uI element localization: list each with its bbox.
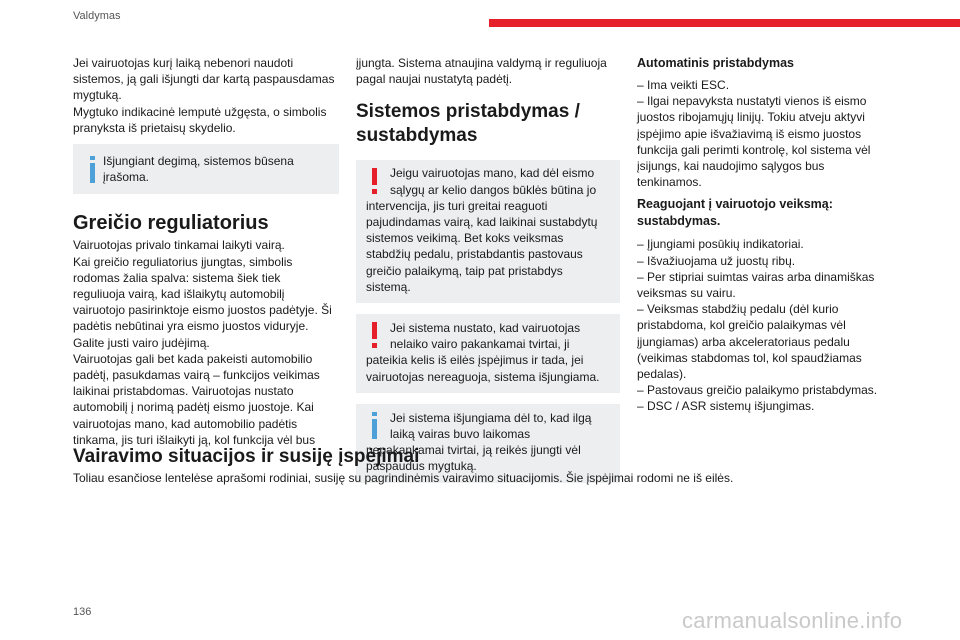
note-line: pajudindamas vairą, kad laikinai sustabdytų bbox=[366, 215, 598, 230]
page-number: 136 bbox=[73, 606, 92, 618]
section-heading: Greičio reguliatorius bbox=[73, 212, 269, 235]
intro-paragraph bbox=[73, 55, 339, 136]
heading-line: sustabdymas bbox=[356, 125, 478, 147]
header-accent-bar bbox=[489, 19, 960, 27]
list-line: – Ima veikti ESC. bbox=[637, 78, 730, 92]
subheading-automatic-pause: Automatinis pristabdymas bbox=[637, 56, 794, 70]
text-line: automobilį į norimą padėtį eismo juostoje. Kai bbox=[73, 400, 314, 415]
list-line: įsijungs, kai naudojimo sąlygos bus tenkinamos. bbox=[637, 159, 825, 190]
list-line: – Pastovaus greičio palaikymo pristabdymas. bbox=[637, 383, 878, 398]
note-line: pateikia kelis iš eilės įspėjimus ir tada, jei bbox=[366, 353, 584, 368]
text-line: vairuotojas mano, kad automobilio padėtis bbox=[73, 416, 298, 431]
note-line: stabdžių pedalu, pristabdantis pastovaus bbox=[366, 247, 583, 262]
list-line: funkcija gali perimti kontrolę, kol sistema vėl bbox=[637, 142, 871, 157]
note-line: greičio palaikymą, taip pat pristabdys sistemą. bbox=[366, 263, 563, 294]
heading-line: Sistemos pristabdymas / bbox=[356, 101, 580, 123]
text-line: Vairuotojas privalo tinkamai laikyti vairą. bbox=[73, 238, 285, 253]
section-heading-driving-situations: Vairavimo situacijos ir susiję įspėjimai bbox=[73, 446, 420, 467]
text-line: pranyksta iš prietaisų skydelio. bbox=[73, 120, 236, 135]
list-line: veiksmas su vairu. bbox=[637, 286, 736, 301]
section-intro-text: Toliau esančiose lentelėse aprašomi rodiniai, susiję su pagrindinėmis vairavimo situacijomis. Šie įspėjimai rodomi ne iš eilės. bbox=[73, 471, 734, 485]
info-note bbox=[73, 144, 339, 194]
note-line: vairuotojas nereaguoja, sistema išjungiama. bbox=[366, 369, 600, 384]
note-line: sistemos veikimą. Bet koks veiksmas bbox=[366, 231, 564, 246]
warning-note-1 bbox=[356, 160, 620, 303]
list-line: pristabdoma, kol greičio palaikymas vėl bbox=[637, 318, 846, 333]
list-line: juostos ribojamųjų linijų. Tokiu atveju aktyvi bbox=[637, 110, 865, 125]
warning-note-2 bbox=[356, 314, 620, 393]
list-line: – Įjungiami posūkių indikatoriai. bbox=[637, 237, 804, 252]
exclamation-icon bbox=[368, 322, 382, 350]
text-line: sistemos, ją gali išjungti dar kartą paspausdamas bbox=[73, 72, 335, 87]
list-line: (veikimas stabdomas tol, kol spaudžiamas bbox=[637, 350, 862, 365]
list-driver-action bbox=[637, 236, 887, 414]
list-line: – DSC / ASR sistemų išjungimas. bbox=[637, 399, 815, 414]
text-line: reguliuoja vairą, kad išlaikytų automobilį bbox=[73, 287, 285, 302]
text-line: Kai greičio reguliatorius įjungtas, simbolis bbox=[73, 254, 293, 269]
note-line: laiką vairas buvo laikomas bbox=[390, 427, 531, 442]
note-line: Išjungiant degimą, sistemos būsena bbox=[103, 154, 294, 169]
text-line: Galite justi vairo judėjimą. bbox=[73, 335, 210, 350]
exclamation-icon bbox=[368, 168, 382, 196]
text-line: vairuotojo pasirinktoje eismo juostos padėtyje. Ši bbox=[73, 303, 332, 318]
watermark: carmanualsonline.info bbox=[682, 608, 903, 633]
text-line: Vairuotojas gali bet kada pakeisti automobilio bbox=[73, 351, 313, 366]
list-line: – Veiksmas stabdžių pedalu (dėl kurio bbox=[637, 302, 839, 317]
note-line: Jei sistema nustato, kad vairuotojas bbox=[390, 321, 581, 336]
note-line: Jei sistema išjungiama dėl to, kad ilgą bbox=[390, 410, 592, 425]
column-2 bbox=[356, 55, 620, 483]
list-automatic-pause bbox=[637, 77, 887, 190]
section-heading bbox=[356, 100, 620, 148]
continuation-paragraph bbox=[356, 55, 620, 87]
text-line: tinkama, jis turi išlaikyti ją, kol funkcija vėl bus bbox=[73, 432, 316, 447]
text-line: laikinai pristabdomas. Vairuotojas nustato bbox=[73, 384, 294, 399]
note-line: paspaudus mygtuką. bbox=[366, 459, 477, 474]
info-icon bbox=[368, 412, 382, 440]
note-line: Jeigu vairuotojas mano, kad dėl eismo bbox=[390, 166, 595, 181]
text-line: mygtuką. bbox=[73, 88, 122, 103]
subheading-driver-action bbox=[637, 196, 887, 230]
list-line: – Per stipriai suimtas vairas arba dinamiškas bbox=[637, 269, 875, 284]
list-line: – Išvažiuojama už juostų ribų. bbox=[637, 253, 796, 268]
note-line: sąlygų ar kelio dangos būklės būtina jo bbox=[390, 182, 597, 197]
heading-line: Reaguojant į vairuotojo veiksmą: bbox=[637, 197, 833, 212]
text-line: padėtį, pasukdamas vairą – funkcijos veikimas bbox=[73, 368, 320, 383]
text-line: rodomas žalia spalva: sistema šiek tiek bbox=[73, 270, 281, 285]
text-line: Mygtuko indikacinė lemputė užgęsta, o simbolis bbox=[73, 104, 327, 119]
column-1 bbox=[73, 55, 339, 448]
text-line: pagal naujai nustatytą padėtį. bbox=[356, 72, 513, 87]
list-line: pedalas). bbox=[637, 367, 687, 382]
text-line: padėtis nebūtinai yra eismo juostos viduryje. bbox=[73, 319, 309, 334]
list-line: – Ilgai nepavyksta nustatyti vienos iš eismo bbox=[637, 94, 867, 109]
list-line: įspėjimo apie išvažiavimą iš eismo juostos bbox=[637, 126, 862, 141]
note-line: nepakankamai tvirtai, ją reikės įjungti vėl bbox=[366, 443, 581, 458]
body-paragraph bbox=[73, 237, 339, 448]
note-line: intervencija, jis turi greitai reaguoti bbox=[366, 198, 548, 213]
info-icon bbox=[87, 156, 101, 184]
text-line: įjungta. Sistema atnaujina valdymą ir reguliuoja bbox=[356, 56, 607, 70]
note-line: nelaiko vairo pakankamai tvirtai, ji bbox=[390, 337, 570, 352]
header-section-title: Valdymas bbox=[73, 10, 121, 22]
column-3 bbox=[637, 55, 887, 415]
heading-line: sustabdymas. bbox=[637, 214, 721, 229]
note-line: įrašoma. bbox=[103, 170, 150, 185]
list-line: įjungiamas) arba akceleratoriaus pedalu bbox=[637, 334, 850, 349]
text-line: Jei vairuotojas kurį laiką nebenori naudoti bbox=[73, 56, 294, 70]
